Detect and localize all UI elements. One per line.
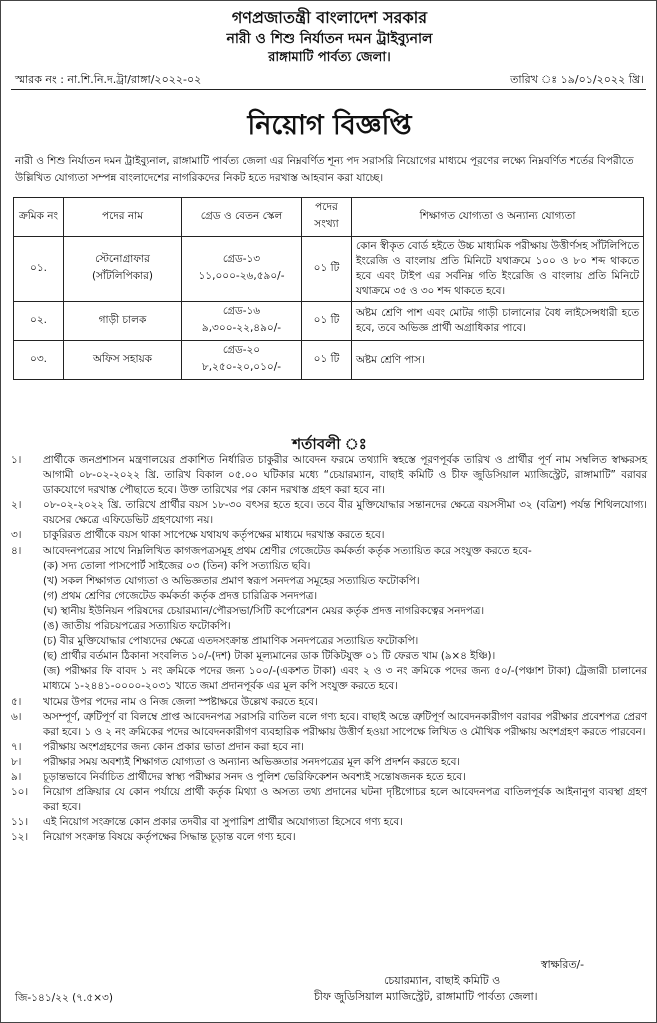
condition-text: এই নিয়োগ সংক্রান্তে কোন প্রকার তদবীর বা সুপারিশ প্রার্থীর অযোগ্যতা হিসেবে গণ্য হবে।	[43, 816, 403, 829]
condition-text: (ঙ) জাতীয় পরিচয়পত্রের সত্যায়িত ফটোকপি।	[43, 620, 231, 633]
signed-mark: স্বাক্ষরিত/-	[540, 958, 584, 971]
condition-number: ৫।	[11, 695, 22, 708]
condition-text: পরীক্ষার সময় অবশ্যই শিক্ষাগত যোগ্যতা ও অন্যান্য অভিজ্ঞতার সনদপত্রের মূল কপি প্রদর্শন করতে হবে।	[43, 755, 460, 768]
condition-item	[11, 544, 647, 559]
col-header-scale: গ্রেড ও বেতন স্কেল	[182, 198, 302, 237]
cell-sl: ০১.	[14, 237, 64, 302]
cell-count: ০১ টি	[302, 302, 352, 341]
condition-number: ৯।	[11, 770, 22, 783]
grade: গ্রেড-১৩	[222, 253, 261, 265]
condition-number: ২।	[11, 499, 22, 512]
pay-scale: ১১,০০০-২৬,৫৯০/-	[198, 270, 285, 282]
pay-scale: ৯,৩০০-২২,৪৯০/-	[201, 322, 282, 334]
govt-name: গণপ্রজাতন্ত্রী বাংলাদেশ সরকার	[231, 8, 428, 27]
condition-number: ৭।	[11, 740, 22, 753]
condition-item	[11, 770, 647, 785]
condition-text: নিয়োগ সংক্রান্ত বিষয়ে কর্তৃপক্ষের সিদ্ধান্ত চূড়ান্ত বলে গণ্য হবে।	[43, 831, 296, 844]
condition-text: খামের উপর পদের নাম ও নিজ জেলা স্পষ্টাক্ষরে উল্লেখ করতে হবে।	[43, 695, 318, 708]
condition-text: চাকুরিরত প্রার্থীকে বয়স থাকা সাপেক্ষে যথাযথ কর্তৃপক্ষের মাধ্যমে দরখাস্ত করতে হবে।	[43, 529, 385, 542]
cell-qualification: অষ্টম শ্রেণি পাশ এবং মোটর গাড়ী চালানোর বৈধ লাইসেন্সধারী হতে হবে, তবে অভিজ্ঞ প্রার্থী অগ্রাধিকার পাবে।	[352, 302, 644, 341]
condition-number: ৪।	[11, 544, 22, 557]
col-header-post: পদের নাম	[64, 198, 182, 237]
conditions-list	[11, 453, 647, 845]
cell-post: গাড়ী চালক	[64, 302, 182, 341]
memo-number: স্মারক নং : না.শি.নি.দ.ট্রা/রাঙ্গা/২০২২-০২	[15, 73, 202, 86]
intro-paragraph: নারী ও শিশু নির্যাতন দমন ট্রাইব্যুনাল, রাঙ্গামাটি পার্বত্য জেলা এর নিম্নবর্ণিত শূন্য পদ সরাসরি নিয়োগের মাধ্যমে পূরণের লক্ষ্যে নিম্নবর্ণিত শর্তের বিপরীতে উল্লিখিত যোগ্যতা সম্পন্ন বাংলাদেশের নাগরিকদের নিকট হতে দরখাস্ত আহবান করা যাচ্ছে।	[15, 155, 634, 184]
table-header-row	[14, 198, 644, 237]
grade: গ্রেড-১৬	[222, 305, 261, 317]
col-header-count: পদের সংখ্যা	[302, 198, 352, 237]
condition-text: চূড়ান্তভাবে নির্বাচিত প্রার্থীদের স্বাস্থ্য পরীক্ষার সনদ ও পুলিশ ভেরিফিকেশন অবশ্যই সন্তোষজনক হতে হবে।	[43, 770, 466, 783]
condition-number: ৮।	[11, 755, 22, 768]
condition-item	[11, 528, 647, 543]
district-name: রাঙ্গামাটি পার্বত্য জেলা।	[268, 50, 391, 65]
condition-item	[11, 589, 647, 604]
condition-item	[11, 815, 647, 830]
cell-scale	[182, 237, 302, 302]
condition-text: আবেদনপত্রের সাথে নিম্নলিখিত কাগজপত্রসমূহ প্রথম শ্রেণীর গেজেটেড কর্মকর্তা কর্তৃক সত্যায়িত করে সংযুক্ত করতে হবে-	[43, 544, 532, 557]
cell-sl: ০৩.	[14, 341, 64, 380]
signatory-office: চীফ জুডিসিয়াল ম্যাজিস্ট্রেট, রাঙ্গামাটি পার্বত্য জেলা।	[314, 990, 538, 1003]
tribunal-name: নারী ও শিশু নির্যাতন দমন ট্রাইব্যুনাল	[226, 31, 433, 47]
cell-qualification: কোন স্বীকৃত বোর্ড হইতে উচ্চ মাধ্যমিক পরীক্ষায় উত্তীর্ণসহ সাঁটলিপিতে ইংরেজি ও বাংলায় প্রতি মিনিটে যথাক্রমে ১০০ ও ৮০ শব্দ থাকতে হবে এবং টাইপ এর সর্বনিম্ন গতি ইংরেজি ও বাংলায় প্রতি মিনিটে যথাক্রমে ৩৫ ও ৩০ শব্দ থাকতে হবে।	[352, 237, 644, 302]
cell-post: স্টেনোগ্রাফার (সাঁটলিপিকার)	[64, 237, 182, 302]
condition-text: (ছ) প্রার্থীর বর্তমান ঠিকানা সংবলিত ১০/-(দশ) টাকা মূল্যমানের ডাক টিকিটযুক্ত ০১ টি ফেরত খাম (৯×৪ ইঞ্চি)।	[43, 650, 496, 663]
condition-text: (জ) পরীক্ষার ফি বাবদ ১ নং ক্রমিকে পদের জন্য ১০০/-(একশত টাকা) এবং ২ ও ৩ নং ক্রমিকে পদের জন্য ৫০/-(পঞ্চাশ টাকা) ট্রেজারী চালানের মাধ্যমে ১-২৪৪১-০০০০-২০৩১ খাতে জমা প্রদানপূর্বক এর মূল কপি সংযুক্ত করতে হবে।	[43, 665, 647, 693]
table-row	[14, 237, 644, 302]
signatory-title: চেয়ারম্যান, বাছাই কমিটি ও	[384, 974, 501, 987]
condition-number: ৬।	[11, 710, 22, 723]
condition-item	[11, 710, 647, 740]
condition-number: ১০।	[11, 786, 29, 799]
condition-item	[11, 559, 647, 574]
col-header-sl: ক্রমিক নং	[14, 198, 64, 237]
condition-item	[11, 649, 647, 664]
condition-item	[11, 574, 647, 589]
conditions-title: শর্তাবলী ঃ	[292, 435, 367, 453]
posts-table	[13, 197, 644, 380]
condition-text: (চ) বীর মুক্তিযোদ্ধার পোষ্যদের ক্ষেত্রে এতদসংক্রান্ত প্রামাণিক সনদপত্রের সত্যায়িত ফটোকপি।	[43, 635, 419, 648]
condition-number: ৩।	[11, 529, 22, 542]
condition-text: (খ) সকল শিক্ষাগত যোগ্যতা ও অভিজ্ঞতার প্রমাণ স্বরূপ সনদপত্র সমূহের সত্যায়িত ফটোকপি।	[43, 574, 420, 587]
condition-item	[11, 634, 647, 649]
col-header-qualification: শিক্ষাগত যোগ্যতা ও অন্যান্য যোগ্যতা	[352, 198, 644, 237]
table-row	[14, 302, 644, 341]
cell-count: ০১ টি	[302, 341, 352, 380]
condition-text: পরীক্ষায় অংশগ্রহণের জন্য কোন প্রকার ভাতা প্রদান করা হবে না।	[43, 740, 304, 753]
condition-item	[11, 604, 647, 619]
condition-item	[11, 619, 647, 634]
condition-text: ০৮-০২-২০২২ খ্রি. তারিখে প্রার্থীর বয়স ১৮-৩০ বৎসর হতে হবে। তবে বীর মুক্তিযোদ্ধার সন্তানদের ক্ষেত্রে বয়সসীমা ৩২ (বত্রিশ) পর্যন্ত শিথিলযোগ্য। বয়সের ক্ষেত্রে এফিডেভিট গ্রহণযোগ্য নয়।	[43, 499, 647, 527]
condition-text: (ক) সদ্য তোলা পাসপোর্ট সাইজের ০৩ (তিন) কপি সত্যায়িত ছবি।	[43, 559, 311, 572]
condition-item	[11, 785, 647, 815]
condition-text: নিয়োগ প্রক্রিয়ার যে কোন পর্যায়ে প্রার্থী কর্তৃক মিথ্যা ও অসত্য তথ্য প্রদানের ঘটনা দৃষ্টিগোচর হলে আবেদনপত্র বাতিলপূর্বক আইনানুগ ব্যবস্থা গ্রহণ করা হবে।	[43, 786, 647, 814]
page-title: নিয়োগ বিজ্ঞপ্তি	[247, 110, 412, 141]
grade: গ্রেড-২০	[222, 344, 261, 356]
condition-item	[11, 755, 647, 770]
cell-qualification: অষ্টম শ্রেণি পাস।	[352, 341, 644, 380]
cell-scale	[182, 302, 302, 341]
condition-item	[11, 740, 647, 755]
condition-text: প্রার্থীকে জনপ্রশাসন মন্ত্রণালয়ের প্রকাশিত নির্ধারিত চাকুরীর আবেদন ফরমে তথ্যাদি স্বহস্তে পূরণপূর্বক তারিখ ও প্রার্থীর পূর্ণ নাম সম্বলিত স্বাক্ষরসহ আগামী ০৮-০২-২০২২ খ্রি. তারিখ বিকাল ০৫.০০ ঘটিকার মধ্যে “চেয়ারম্যান, বাছাই কমিটি ও চীফ জুডিসিয়াল ম্যাজিস্ট্রেট, রাঙ্গামাটি” বরাবর ডাকযোগে দরখাস্ত পৌছাতে হবে। উক্ত তারিখের পর কোন দরখাস্ত গ্রহণ করা হবে না।	[43, 454, 648, 497]
condition-text: (ঘ) স্থানীয় ইউনিয়ন পরিষদের চেয়ারম্যান/পৌরসভা/সিটি কর্পোরেশন মেয়র কর্তৃক প্রদত্ত নাগরিকত্বের সনদপত্র।	[43, 604, 485, 617]
pay-scale: ৮,২৫০-২০,০১০/-	[201, 361, 282, 373]
condition-number: ১।	[11, 454, 22, 466]
condition-item	[11, 498, 647, 528]
reference-code: জি-১৪১/২২ (৭.৫×৩)	[15, 992, 113, 1004]
condition-text: অসম্পূর্ণ, ত্রুটিপূর্ণ বা বিলম্বে প্রাপ্ত আবেদনপত্র সরাসরি বাতিল বলে গণ্য হবে। বাছাই অন্তে ত্রুটিপূর্ণ আবেদনকারীগণ বরাবর পরীক্ষার প্রবেশপত্র প্রেরণ করা হবে। ১ ও ২ নং ক্রমিকের পদের আবেদনকারীগণ ব্যবহারিক পরীক্ষায় উত্তীর্ণ হওয়া সাপেক্ষে লিখিত ও মৌখিক পরীক্ষায় অংশগ্রহণ করতে পারবেন।	[43, 710, 647, 738]
cell-count: ০১ টি	[302, 237, 352, 302]
cell-post: অফিস সহায়ক	[64, 341, 182, 380]
table-row	[14, 341, 644, 380]
notice-date: তারিখ ঃ ১৯/০১/২০২২ খ্রি।	[510, 73, 644, 86]
header-divider	[11, 89, 646, 90]
condition-item	[11, 453, 647, 498]
signature-block	[314, 957, 644, 1005]
cell-scale	[182, 341, 302, 380]
condition-item	[11, 664, 647, 694]
condition-item	[11, 695, 647, 710]
condition-number: ১১।	[11, 816, 29, 829]
condition-text: (গ) প্রথম শ্রেণির গেজেটেড কর্মকর্তা কর্তৃক প্রদত্ত চারিত্রিক সনদপত্র।	[43, 589, 318, 602]
condition-number: ১২।	[11, 831, 29, 844]
cell-sl: ০২.	[14, 302, 64, 341]
condition-item	[11, 830, 647, 845]
